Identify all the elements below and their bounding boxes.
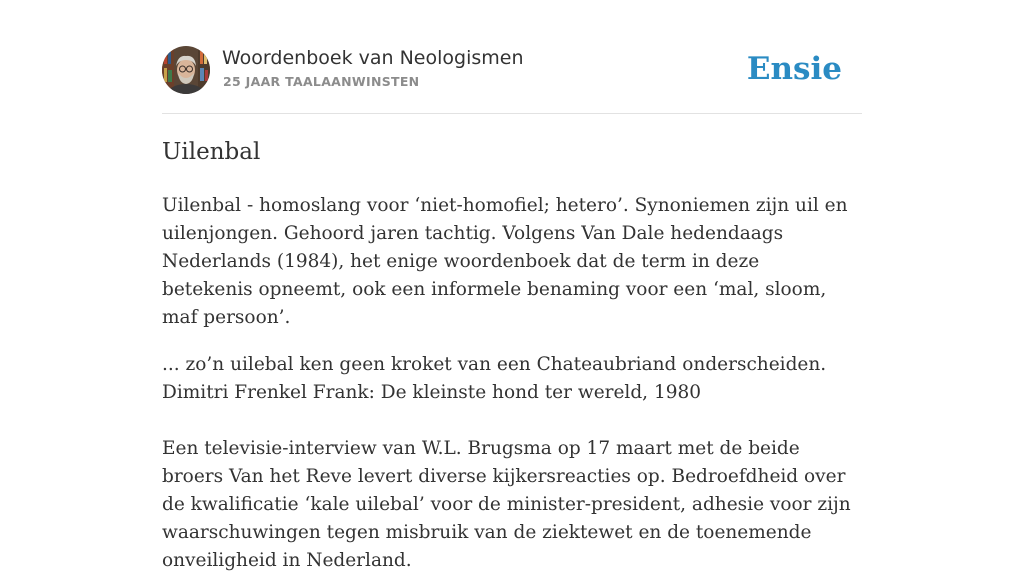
header-divider [162,113,862,114]
author-subtitle: 25 JAAR TAALAANWINSTEN [223,74,420,89]
article-paragraph: Uilenbal - homoslang voor ‘niet-homofiel; hetero’. Synoniemen zijn uil en uilenjongen. Gehoord jaren tachtig. Volgens Van Dale hedendaags Nederlands (1984), het enige woordenboek dat de term in deze betekenis opneemt, ook een informele benaming voor een ‘mal, sloom, maf persoon’. [162,195,848,328]
author-name[interactable]: Woordenboek van Neologismen [222,47,524,69]
author-avatar[interactable] [162,46,210,94]
article-paragraph: Een televisie-interview van W.L. Brugsma op 17 maart met de beide broers Van het Reve levert diverse kijkersreacties op. Bedroefdheid over de kwalificatie ‘kale uilebal’ voor de minister-president, adhesie voor zijn waarschuwingen tegen misbruik van de ziektewet en de toenemende onveiligheid in Nederland. [162,438,851,571]
article-title: Uilenbal [162,139,261,165]
article-quote: ... zo’n uilebal ken geen kroket van een Chateaubriand onderscheiden. Dimitri Frenkel Frank: De kleinste hond ter wereld, 1980 [162,354,827,403]
article-content [162,136,852,575]
article-header [162,46,862,96]
brand-logo[interactable]: Ensie [746,51,842,87]
